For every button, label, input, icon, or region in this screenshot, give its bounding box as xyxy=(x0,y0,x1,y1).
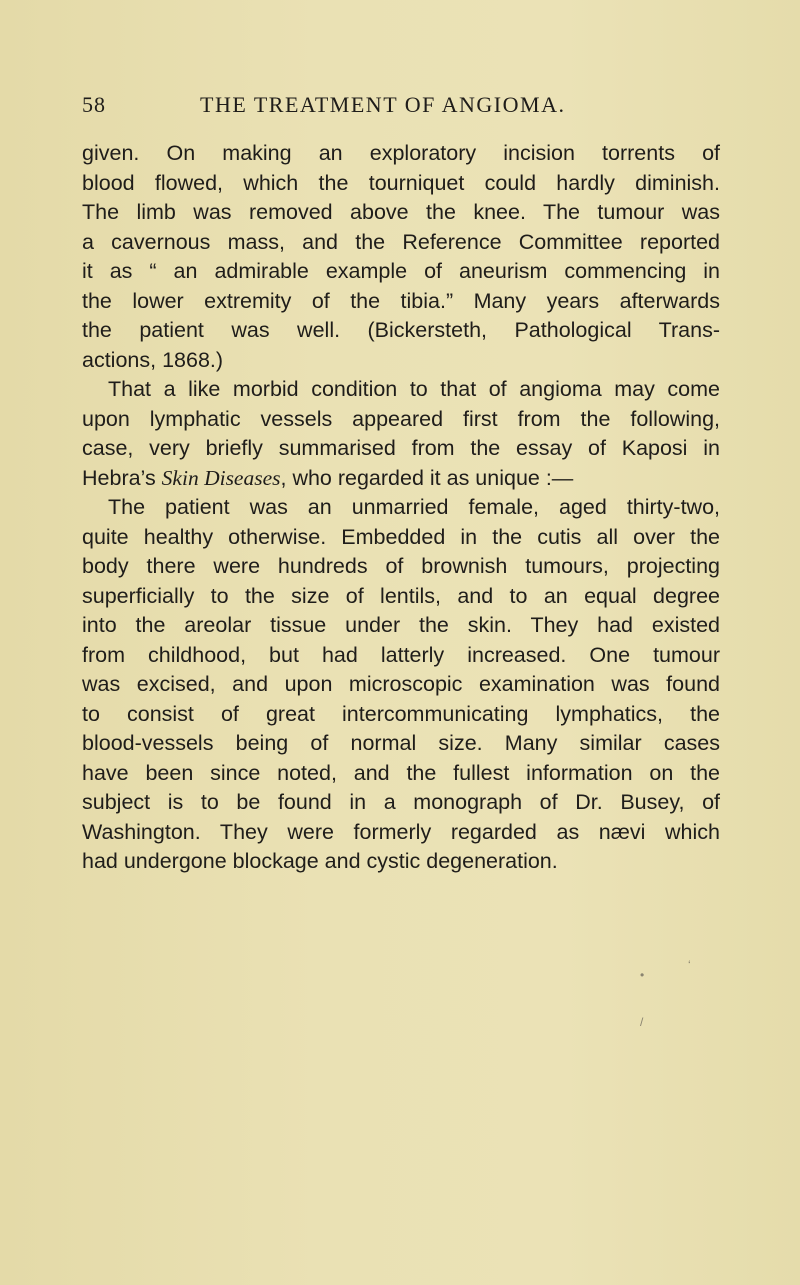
page-header xyxy=(82,92,722,122)
text-line: the patient was well. (Bickersteth, Pathological Trans- xyxy=(82,318,720,342)
text-line: The limb was removed above the knee. The tumour was xyxy=(82,200,720,224)
text-line: subject is to be found in a monograph of Dr. Busey, of xyxy=(82,790,720,814)
paper-speck: ‘ xyxy=(688,958,691,972)
text-line: into the areolar tissue under the skin. They had existed xyxy=(82,613,720,637)
text-line: That a like morbid condition to that of angioma may come xyxy=(108,377,720,401)
text-line: quite healthy otherwise. Embedded in the cutis all over the xyxy=(82,524,720,549)
text-line: The patient was an unmarried female, aged thirty-two, xyxy=(108,495,720,519)
text-fragment: , who regarded it as unique :— xyxy=(280,465,574,490)
paper-speck: / xyxy=(640,1015,644,1029)
text-line: body there were hundreds of brownish tumours, projecting xyxy=(82,554,720,578)
text-line: blood-vessels being of normal size. Many similar cases xyxy=(82,731,720,755)
text-line: upon lymphatic vessels appeared first from the following, xyxy=(82,406,720,431)
page-number: 58 xyxy=(82,92,106,117)
text-line: was excised, and upon microscopic examination was found xyxy=(82,672,720,696)
text-line: from childhood, but had latterly increased. One tumour xyxy=(82,642,720,667)
running-title: THE TREATMENT OF ANGIOMA. xyxy=(200,92,566,117)
text-fragment: Hebra’s xyxy=(82,465,162,490)
text-line: have been since noted, and the fullest information on the xyxy=(82,760,720,785)
text-line: had undergone blockage and cystic degeneration. xyxy=(82,849,558,873)
book-title-italic: Skin Diseases xyxy=(161,465,281,490)
text-line: case, very briefly summarised from the essay of Kaposi in xyxy=(82,436,720,460)
text-line: actions, 1868.) xyxy=(82,347,224,372)
text-line: superficially to the size of lentils, and to an equal degree xyxy=(82,583,720,608)
body-text xyxy=(82,139,720,877)
text-line: the lower extremity of the tibia.” Many years afterwards xyxy=(82,288,720,313)
text-line: Washington. They were formerly regarded as nævi which xyxy=(82,819,720,844)
paper-speck: • xyxy=(640,968,645,982)
text-line: given. On making an exploratory incision torrents of xyxy=(82,141,720,165)
text-line xyxy=(82,464,720,494)
text-line: to consist of great intercommunicating lymphatics, the xyxy=(82,701,720,726)
text-line: a cavernous mass, and the Reference Committee reported xyxy=(82,229,720,254)
text-line: blood flowed, which the tourniquet could hardly diminish. xyxy=(82,170,720,195)
text-line: it as “ an admirable example of aneurism commencing in xyxy=(82,259,720,283)
